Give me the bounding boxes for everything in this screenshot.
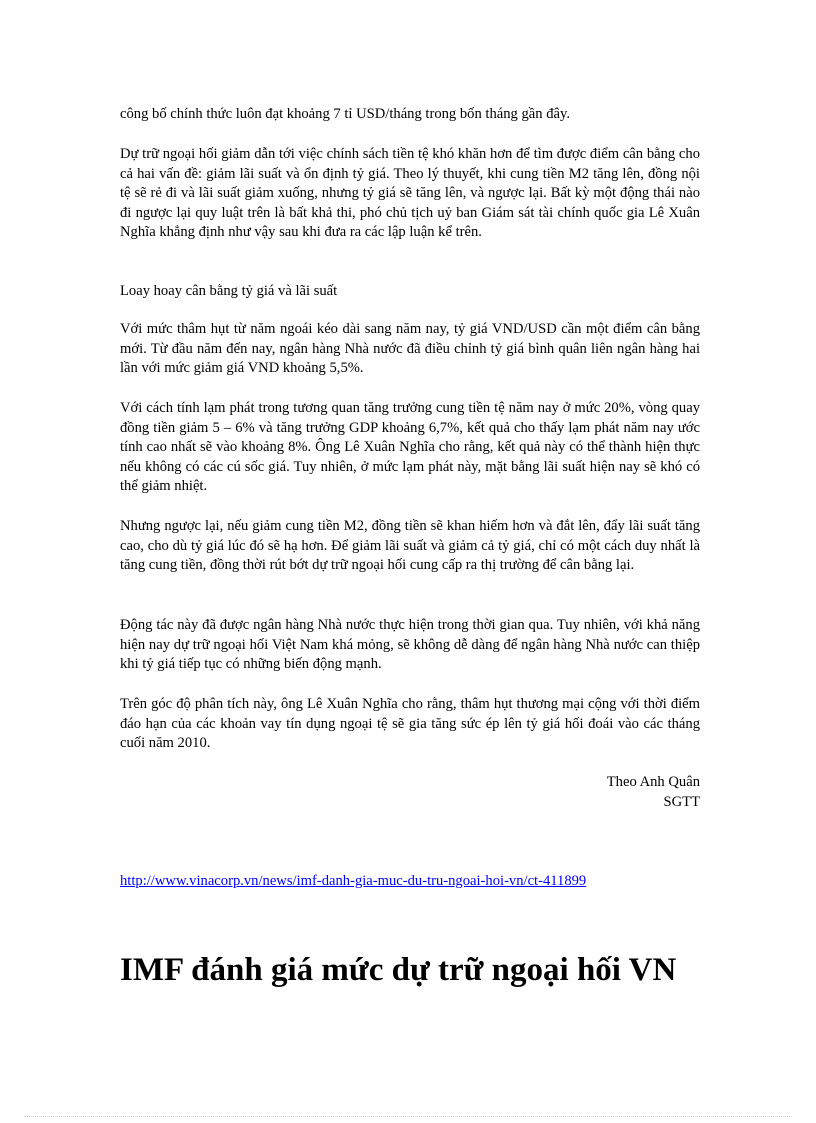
signature-source: SGTT [663,793,700,810]
paragraph-2: Dự trữ ngoại hối giảm dẫn tới việc chính sách tiền tệ khó khăn hơn để tìm được điểm cân bằng cho cả hai vấn đề: giảm lãi suất và ổn định tỷ giá. Theo lý thuyết, khi cung tiền M2 tăng lên, đồng nội tệ sẽ rẻ đi và lãi suất giảm xuống, nhưng tỷ giá sẽ tăng lên, và ngược lại. Bất kỳ một động thái nào đi ngược lại quy luật trên là bất khả thi, phó chủ tịch uỷ ban Giám sát tài chính quốc gia Lê Xuân Nghĩa khẳng định như vậy sau khi đưa ra các lập luận kể trên. [120,146,700,240]
page-bottom-divider [24,1116,792,1117]
paragraph-6: Động tác này đã được ngân hàng Nhà nước thực hiện trong thời gian qua. Tuy nhiên, với khả năng hiện nay dự trữ ngoại hối Việt Nam khá mỏng, sẽ không dễ dàng để ngân hàng Nhà nước can thiệp khi tỷ giá tiếp tục có những biến động mạnh. [120,617,700,672]
paragraph-3: Với mức thâm hụt từ năm ngoái kéo dài sang năm nay, tỷ giá VND/USD cần một điểm cân bằng mới. Từ đầu năm đến nay, ngân hàng Nhà nước đã điều chỉnh tỷ giá bình quân liên ngân hàng hai lần với mức giảm giá VND khoảng 5,5%. [120,321,700,376]
article-heading: IMF đánh giá mức dự trữ ngoại hối VN [120,952,677,988]
paragraph-5: Nhưng ngược lại, nếu giảm cung tiền M2, đồng tiền sẽ khan hiếm hơn và đắt lên, đẩy lãi suất tăng cao, cho dù tỷ giá lúc đó sẽ hạ hơn. Để giảm lãi suất và giảm cả tỷ giá, chỉ có một cách duy nhất là tăng cung tiền, đồng thời rút bớt dự trữ ngoại hối cung cấp ra thị trường để cân bằng lại. [120,518,700,573]
paragraph-4: Với cách tính lạm phát trong tương quan tăng trưởng cung tiền tệ năm nay ở mức 20%, vòng quay đồng tiền giảm 5 – 6% và tăng trưởng GDP khoảng 6,7%, kết quả cho thấy lạm phát năm nay ước tính cao nhất sẽ vào khoảng 8%. Ông Lê Xuân Nghĩa cho rằng, kết quả này có thể thành hiện thực nếu không có các cú sốc giá. Tuy nhiên, ở mức lạm phát này, mặt bằng lãi suất hiện nay sẽ khó có thể giảm nhiệt. [120,400,700,494]
article-link[interactable]: http://www.vinacorp.vn/news/imf-danh-gia-muc-du-tru-ngoai-hoi-vn/ct-411899 [120,873,587,889]
section-subheading: Loay hoay cân bằng tỷ giá và lãi suất [120,283,338,299]
paragraph-7: Trên góc độ phân tích này, ông Lê Xuân Nghĩa cho rằng, thâm hụt thương mại cộng với thời điểm đáo hạn của các khoản vay tín dụng ngoại tệ sẽ gia tăng sức ép lên tỷ giá hối đoái vào các tháng cuối năm 2010. [120,696,700,751]
signature-author: Theo Anh Quân [606,774,700,790]
paragraph-1: công bố chính thức luôn đạt khoảng 7 tỉ USD/tháng trong bốn tháng gần đây. [120,106,570,122]
signature-block [607,773,700,812]
